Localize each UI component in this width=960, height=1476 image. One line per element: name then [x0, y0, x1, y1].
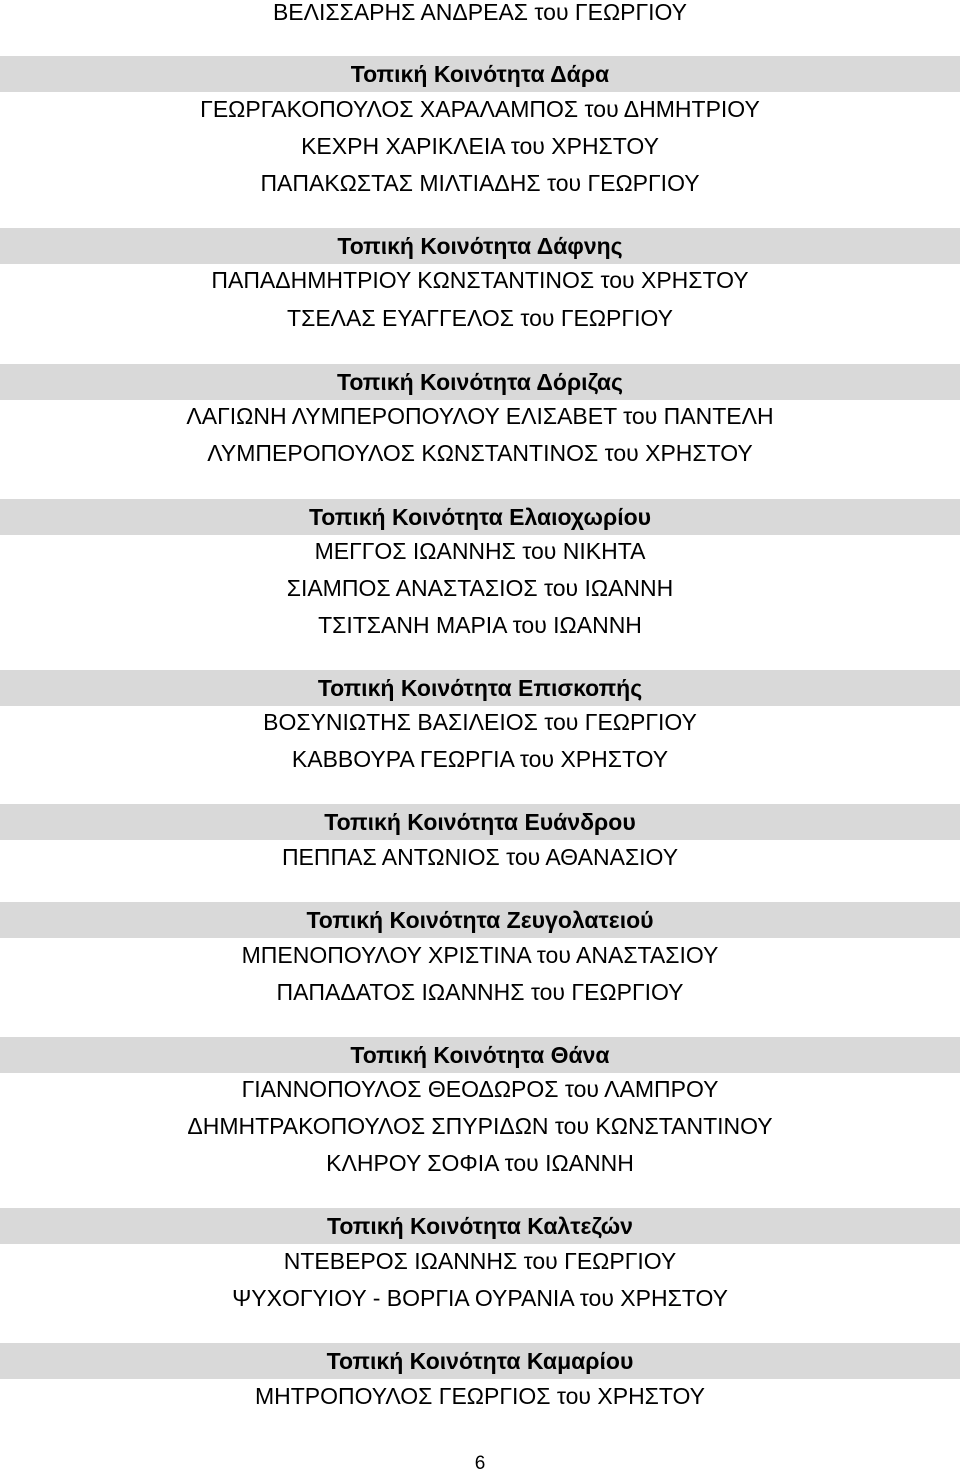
section-header-dara: Τοπική Κοινότητα Δάρα: [0, 56, 960, 92]
section-header-thana: Τοπική Κοινότητα Θάνα: [0, 1037, 960, 1073]
continued-member-name: ΒΕΛΙΣΣΑΡΗΣ ΑΝΔΡΕΑΣ του ΓΕΩΡΓΙΟΥ: [272, 0, 688, 25]
member-name: ΠΑΠΑΔΑΤΟΣ ΙΩΑΝΝΗΣ του ΓΕΩΡΓΙΟΥ: [276, 979, 684, 1005]
member-name: ΤΣΕΛΑΣ ΕΥΑΓΓΕΛΟΣ του ΓΕΩΡΓΙΟΥ: [287, 305, 673, 331]
member-name: ΣΙΑΜΠΟΣ ΑΝΑΣΤΑΣΙΟΣ του ΙΩΑΝΝΗ: [286, 575, 674, 601]
member-name: ΚΑΒΒΟΥΡΑ ΓΕΩΡΓΙΑ του ΧΡΗΣΤΟΥ: [291, 746, 669, 772]
section-header-kaltezon: Τοπική Κοινότητα Καλτεζών: [0, 1208, 960, 1244]
member-name: ΚΕΧΡΗ ΧΑΡΙΚΛΕΙΑ του ΧΡΗΣΤΟΥ: [301, 133, 659, 159]
member-name: ΤΣΙΤΣΑΝΗ ΜΑΡΙΑ του ΙΩΑΝΝΗ: [318, 612, 642, 638]
member-name: ΠΑΠΑΚΩΣΤΑΣ ΜΙΛΤΙΑΔΗΣ του ΓΕΩΡΓΙΟΥ: [260, 170, 700, 196]
member-name: ΜΠΕΝΟΠΟΥΛΟΥ ΧΡΙΣΤΙΝΑ του ΑΝΑΣΤΑΣΙΟΥ: [241, 942, 719, 968]
member-name: ΠΑΠΑΔΗΜΗΤΡΙΟΥ ΚΩΝΣΤΑΝΤΙΝΟΣ του ΧΡΗΣΤΟΥ: [211, 267, 749, 293]
member-name: ΓΕΩΡΓΑΚΟΠΟΥΛΟΣ ΧΑΡΑΛΑΜΠΟΣ του ΔΗΜΗΤΡΙΟΥ: [200, 96, 760, 122]
member-name: ΒΟΣΥΝΙΩΤΗΣ ΒΑΣΙΛΕΙΟΣ του ΓΕΩΡΓΙΟΥ: [263, 709, 697, 735]
page-number: 6: [474, 1453, 486, 1474]
section-header-evandrou: Τοπική Κοινότητα Ευάνδρου: [0, 804, 960, 840]
member-name: ΠΕΠΠΑΣ ΑΝΤΩΝΙΟΣ του ΑΘΑΝΑΣΙΟΥ: [281, 844, 679, 870]
member-name: ΜΗΤΡΟΠΟΥΛΟΣ ΓΕΩΡΓΙΟΣ του ΧΡΗΣΤΟΥ: [254, 1383, 706, 1409]
section-header-zevgolateiou: Τοπική Κοινότητα Ζευγολατειού: [0, 902, 960, 938]
member-name: ΜΕΓΓΟΣ ΙΩΑΝΝΗΣ του ΝΙΚΗΤΑ: [314, 538, 646, 564]
section-header-dorizas: Τοπική Κοινότητα Δόριζας: [0, 364, 960, 400]
member-name: ΔΗΜΗΤΡΑΚΟΠΟΥΛΟΣ ΣΠΥΡΙΔΩΝ του ΚΩΝΣΤΑΝΤΙΝΟΥ: [187, 1113, 773, 1139]
section-header-episkopis: Τοπική Κοινότητα Επισκοπής: [0, 670, 960, 706]
section-header-elaiochoriou: Τοπική Κοινότητα Ελαιοχωρίου: [0, 499, 960, 535]
member-name: ΚΛΗΡΟΥ ΣΟΦΙΑ του ΙΩΑΝΝΗ: [326, 1150, 634, 1176]
member-name: ΨΥΧΟΓΥΙΟΥ - ΒΟΡΓΙΑ ΟΥΡΑΝΙΑ του ΧΡΗΣΤΟΥ: [232, 1285, 728, 1311]
member-name: ΝΤΕΒΕΡΟΣ ΙΩΑΝΝΗΣ του ΓΕΩΡΓΙΟΥ: [283, 1248, 677, 1274]
section-header-dafnis: Τοπική Κοινότητα Δάφνης: [0, 228, 960, 264]
member-name: ΓΙΑΝΝΟΠΟΥΛΟΣ ΘΕΟΔΩΡΟΣ του ΛΑΜΠΡΟΥ: [241, 1076, 719, 1102]
section-header-kamariou: Τοπική Κοινότητα Καμαρίου: [0, 1343, 960, 1379]
member-name: ΛΥΜΠΕΡΟΠΟΥΛΟΣ ΚΩΝΣΤΑΝΤΙΝΟΣ του ΧΡΗΣΤΟΥ: [207, 440, 753, 466]
member-name: ΛΑΓΙΩΝΗ ΛΥΜΠΕΡΟΠΟΥΛΟΥ ΕΛΙΣΑΒΕΤ του ΠΑΝΤΕΛΗ: [186, 403, 774, 429]
